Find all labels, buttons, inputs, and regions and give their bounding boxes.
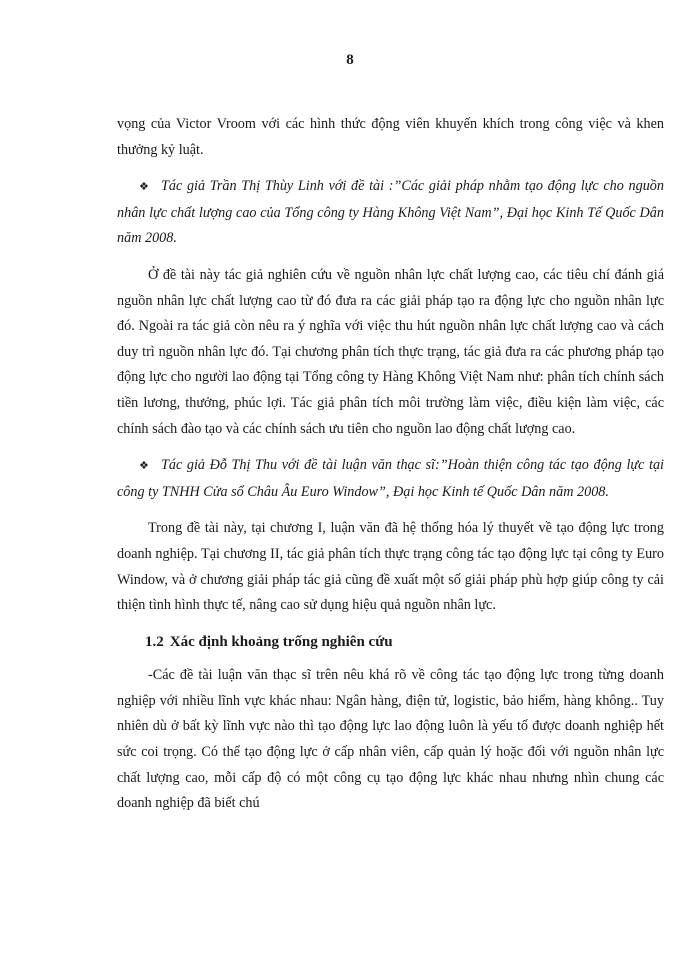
section-number: 1.2: [145, 633, 164, 650]
diamond-bullet-icon: ❖: [139, 460, 149, 473]
page-number: 8: [346, 52, 354, 68]
bullet-item: [117, 453, 664, 505]
bullet-item: [117, 174, 664, 252]
bullet-text: Tác giả Trần Thị Thùy Linh với đề tài :”Các giải pháp nhằm tạo động lực cho nguồn nhân lực chất lượng cao của Tổng công ty Hàng Không Việt Nam”, Đại học Kinh Tế Quốc Dân năm 2008.: [117, 178, 664, 247]
body-text: [117, 112, 664, 828]
paragraph: -Các đề tài luận văn thạc sĩ trên nêu khá rõ về công tác tạo động lực trong từng doanh nghiệp với nhiều lĩnh vực khác nhau: Ngân hàng, điện tử, logistic, bảo hiểm, hàng không.. Tuy nhiên dù ở bất kỳ lĩnh vực nào thì tạo động lực lao động luôn là yếu tố được doanh nghiệp hết sức coi trọng. Có thể tạo động lực ở cấp nhân viên, cấp quản lý hoặc đối với nguồn nhân lực chất lượng cao, mỗi cấp độ có một công cụ tạo động lực khác nhau nhưng nhìn chung các doanh nghiệp đã biết chú: [117, 667, 664, 812]
paragraph: Ở đề tài này tác giả nghiên cứu về nguồn nhân lực chất lượng cao, các tiêu chí đánh giá nguồn nhân lực chất lượng cao từ đó đưa ra các giải pháp tạo ra động lực cho nguồn nhân lực đó. Ngoài ra tác giả còn nêu ra ý nghĩa với việc thu hút nguồn nhân lực chất lượng cao và cách duy trì nguồn nhân lực đó. Tại chương phân tích thực trạng, tác giả đưa ra các phương pháp tạo động lực cho người lao động tại Tổng công ty Hàng Không Việt Nam như: phân tích chính sách tiền lương, thưởng, phúc lợi. Tác giả phân tích môi trường làm việc, điều kiện làm việc, các chính sách đào tạo và các chính sách ưu tiên cho nguồn lao động chất lượng cao.: [117, 266, 664, 437]
diamond-bullet-icon: ❖: [139, 181, 149, 194]
bullet-text: Tác giả Đỗ Thị Thu với đề tài luận văn thạc sĩ:”Hoàn thiện công tác tạo động lực tại công ty TNHH Cửa sổ Châu Âu Euro Window”, Đại học Kinh tế Quốc Dân năm 2008.: [117, 457, 664, 500]
paragraph: Trong đề tài này, tại chương I, luận văn đã hệ thống hóa lý thuyết về tạo động lực trong doanh nghiệp. Tại chương II, tác giả phân tích thực trạng công tác tạo động lực tại công ty Euro Window, và ở chương giải pháp tác giả cũng đề xuất một số giải pháp phù hợp giúp công ty cải thiện tình hình thực tế, nâng cao sử dụng hiệu quả nguồn nhân lực.: [117, 520, 664, 614]
paragraph: vọng của Victor Vroom với các hình thức động viên khuyến khích trong công việc và khen thưởng kỷ luật.: [117, 116, 664, 158]
section-heading: [145, 630, 664, 656]
section-title: Xác định khoảng trống nghiên cứu: [169, 633, 393, 650]
